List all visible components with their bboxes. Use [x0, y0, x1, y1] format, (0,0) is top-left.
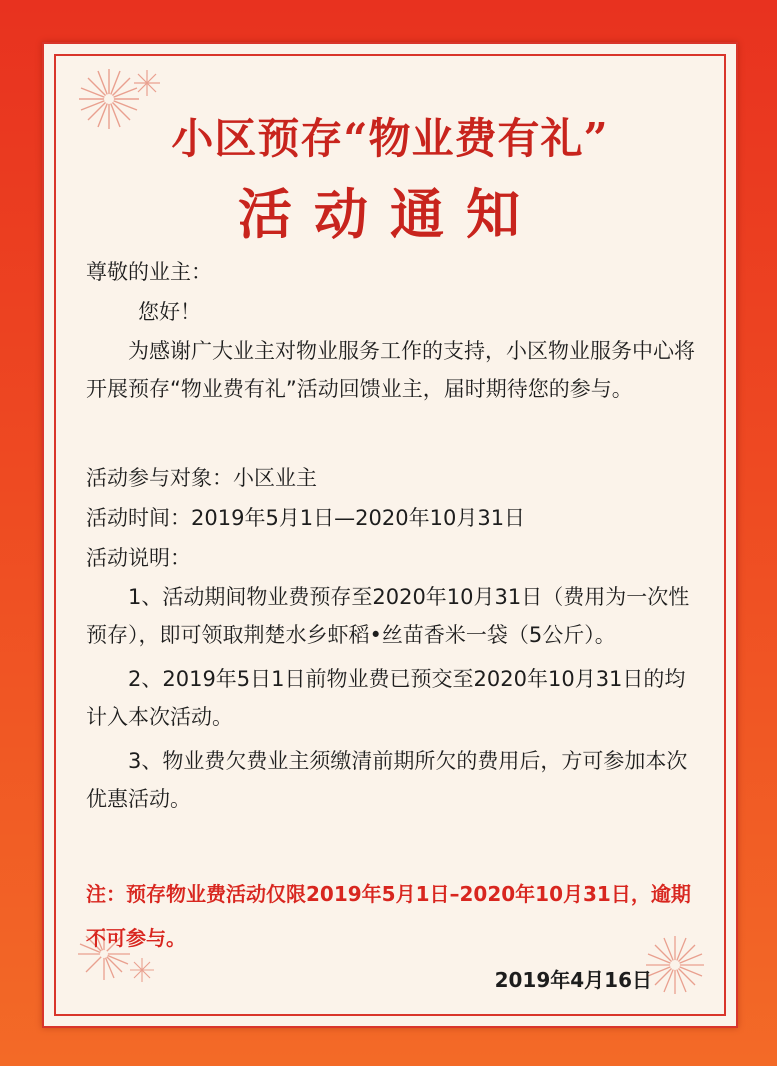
notice-date: 2019年4月16日 — [494, 968, 652, 992]
notice-footnote: 注：预存物业费活动仅限2019年5月1日–2020年10月31日，逾期不可参与。 — [86, 882, 691, 950]
description-item-2: 2、2019年5日1日前物业费已预交至2020年10月31日的均计入本次活动。 — [86, 667, 686, 729]
firework-icon — [132, 68, 162, 98]
notice-paper — [42, 42, 738, 1028]
activity-target: 活动参与对象：小区业主 — [86, 466, 317, 490]
activity-description-heading: 活动说明： — [86, 546, 191, 570]
description-item-3: 3、物业费欠费业主须缴清前期所欠的费用后，方可参加本次优惠活动。 — [86, 749, 688, 811]
salutation: 尊敬的业主： — [86, 260, 212, 284]
firework-icon — [128, 956, 156, 984]
notice-title-line2: 活动通知 — [238, 182, 542, 246]
intro-paragraph: 为感谢广大业主对物业服务工作的支持，小区物业服务中心将开展预存“物业费有礼”活动回馈业主，届时期待您的参与。 — [86, 339, 695, 401]
greeting: 您好！ — [138, 300, 201, 324]
activity-period: 活动时间：2019年5月1日—2020年10月31日 — [86, 506, 526, 530]
notice-title-line1: 小区预存“物业费有礼” — [171, 114, 609, 163]
description-item-1: 1、活动期间物业费预存至2020年10月31日（费用为一次性预存），即可领取荆楚水乡虾稻•丝苗香米一袋（5公斤）。 — [86, 585, 690, 647]
